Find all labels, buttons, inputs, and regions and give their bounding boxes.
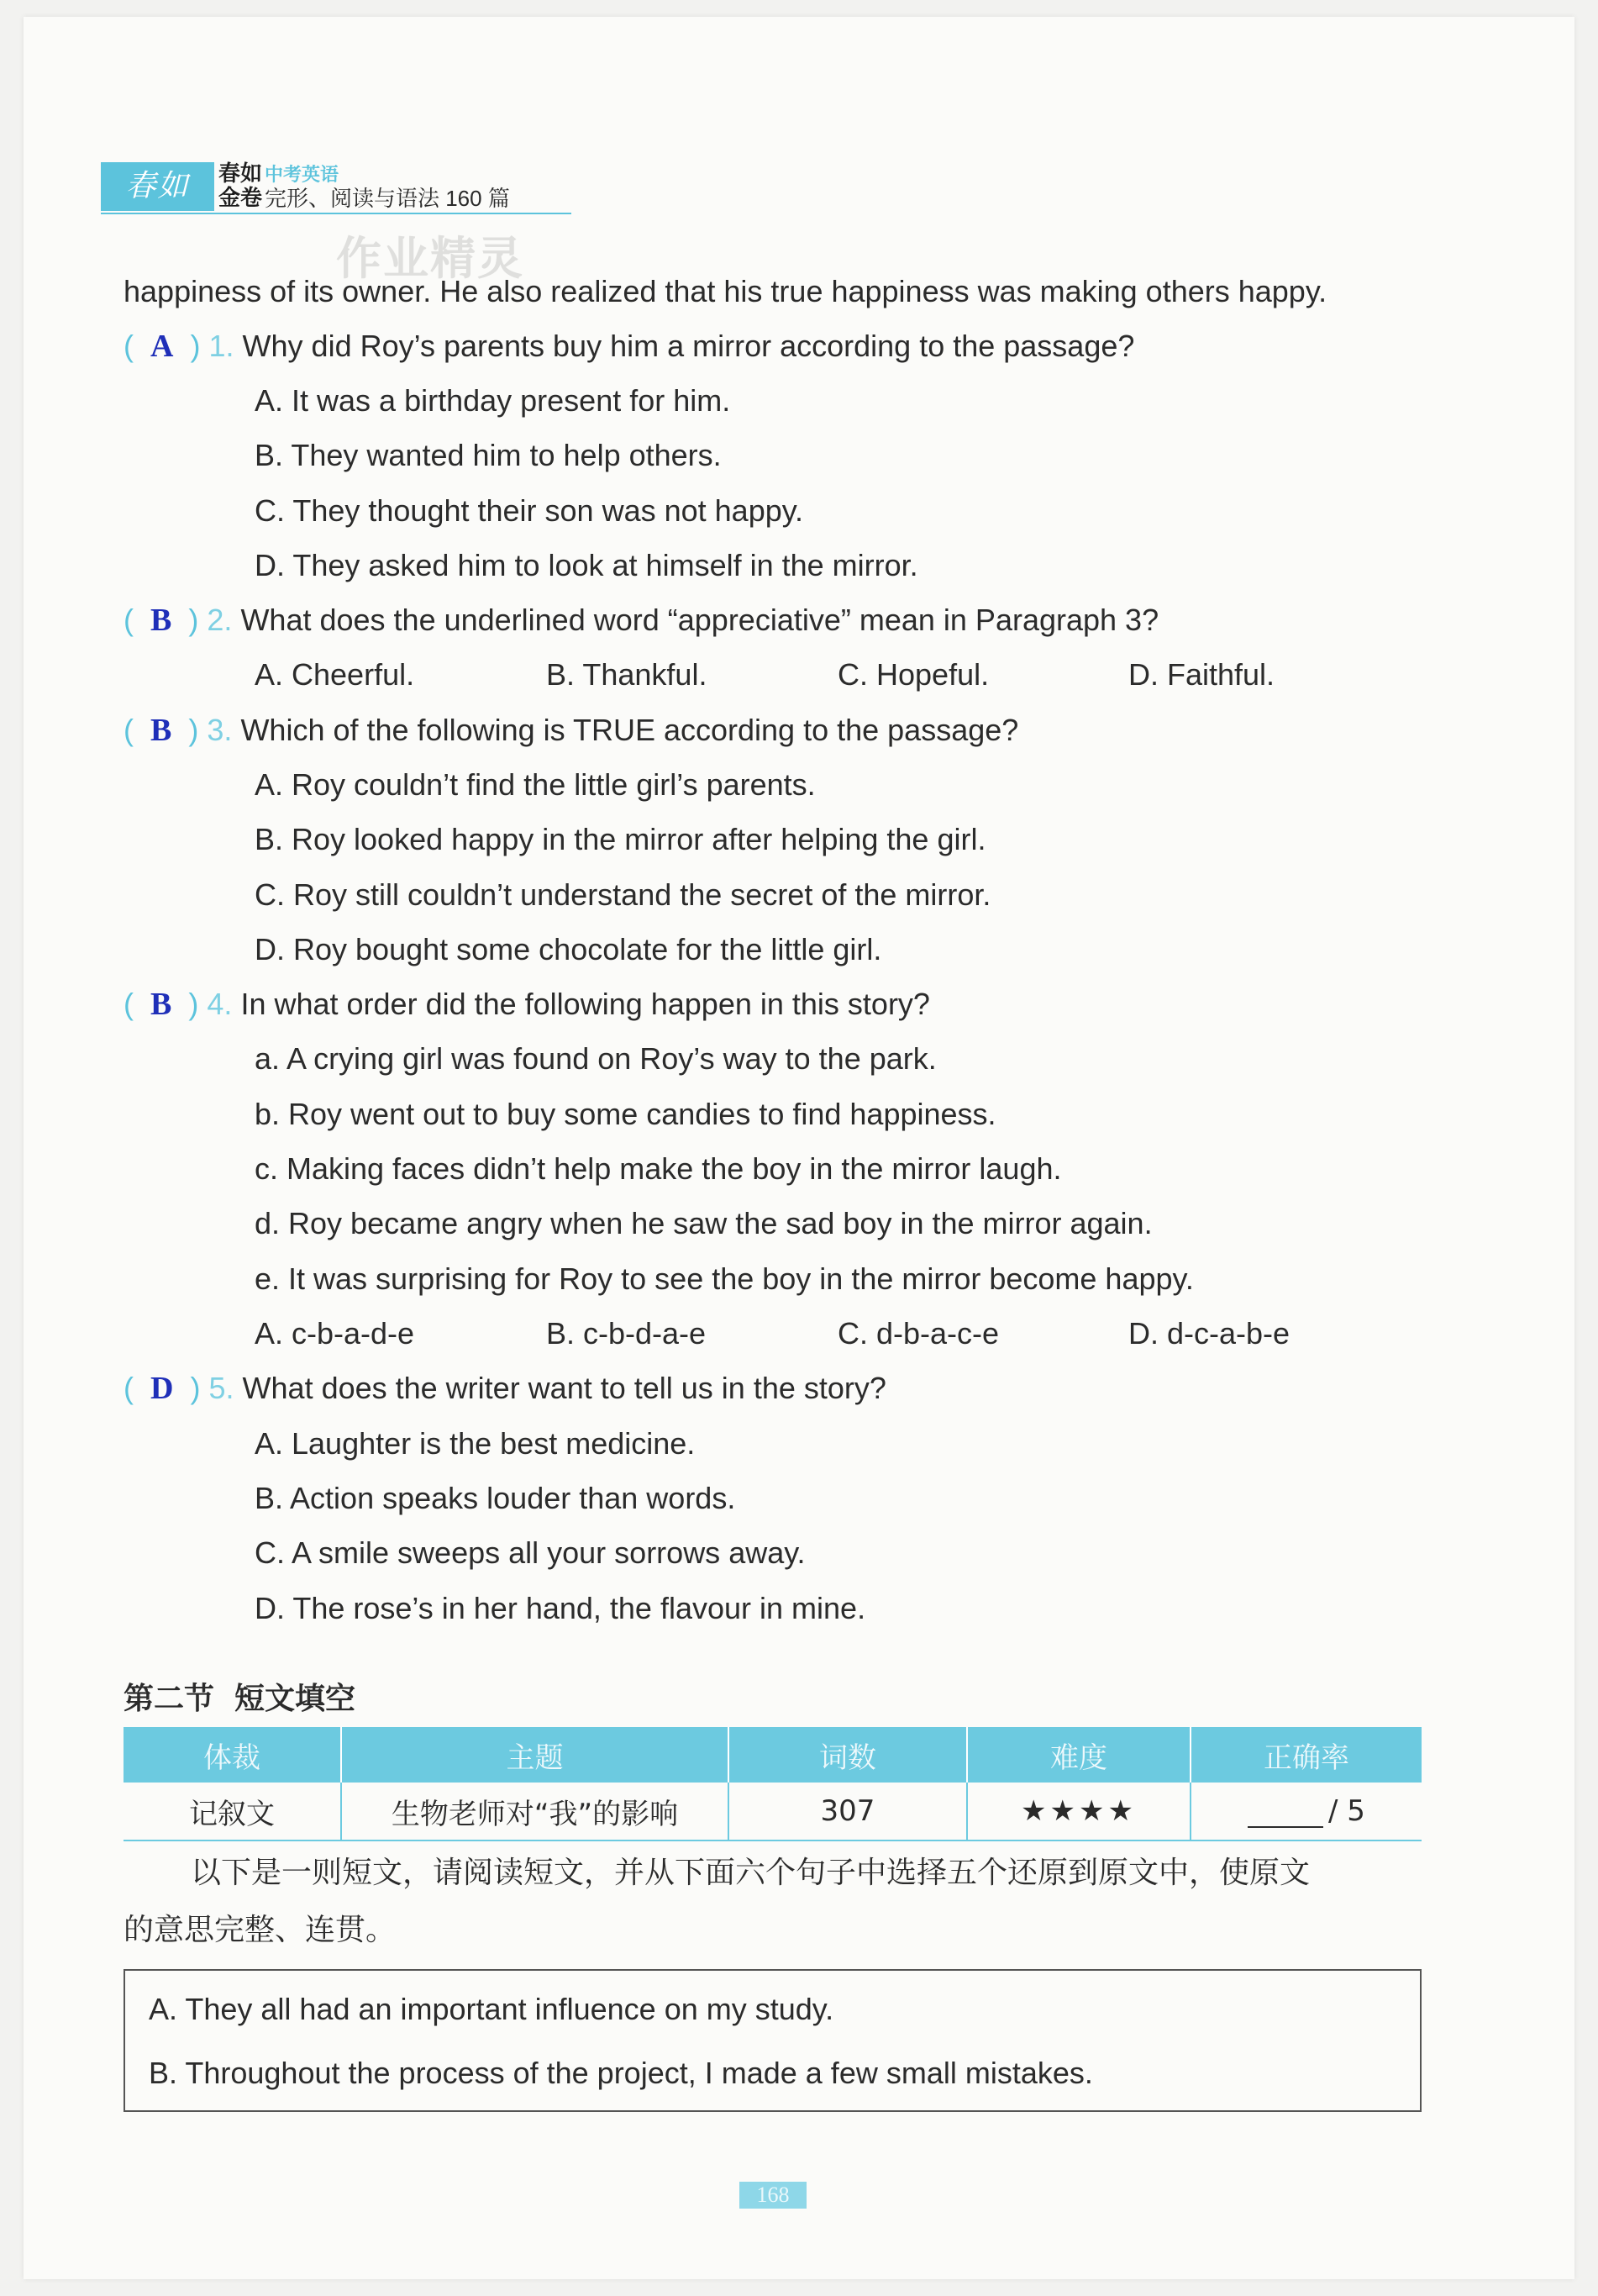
page-number: 168 — [739, 2182, 807, 2209]
instruction-line-1: 以下是一则短文，请阅读短文，并从下面六个句子中选择五个还原到原文中，使原文 — [191, 1856, 1311, 1890]
q2-option-b: B. Thankful. — [546, 657, 707, 692]
sentence-option-b: B. Throughout the process of the project, I made a few small mistakes. — [149, 2056, 1093, 2090]
q4-event-e: e. It was surprising for Roy to see the boy in the mirror become happy. — [255, 1261, 1194, 1296]
q1-option-d: D. They asked him to look at himself in the mirror. — [255, 548, 918, 582]
q4-option-a: A. c-b-a-d-e — [255, 1316, 415, 1351]
section-title: 短文填空 — [234, 1682, 356, 1716]
instruction-line-2: 的意思完整、连贯。 — [124, 1913, 397, 1947]
sentence-option-a: A. They all had an important influence on my study. — [149, 1992, 834, 2026]
question-1: ( A ) 1. Why did Roy’s parents buy him a mirror according to the passage? — [124, 329, 1135, 364]
cell-words: 307 — [728, 1783, 967, 1840]
answer-3: B — [150, 713, 172, 748]
q3-option-b: B. Roy looked happy in the mirror after helping the girl. — [255, 822, 986, 856]
question-4: ( B ) 4. In what order did the following happen in this story? — [124, 987, 930, 1022]
q1-option-a: A. It was a birthday present for him. — [255, 383, 731, 418]
section-heading — [124, 1675, 355, 1718]
brand-name: 春如 金卷 — [218, 161, 263, 211]
question-3: ( B ) 3. Which of the following is TRUE according to the passage? — [124, 713, 1019, 748]
answer-2: B — [150, 603, 172, 638]
q4-event-c: c. Making faces didn’t help make the boy in the mirror laugh. — [255, 1151, 1062, 1186]
q4-event-b: b. Roy went out to buy some candies to find happiness. — [255, 1097, 996, 1131]
q2-option-c: C. Hopeful. — [838, 657, 990, 692]
header-genre: 体裁 — [124, 1727, 341, 1783]
header-rule — [101, 213, 571, 214]
header-theme: 主题 — [341, 1727, 728, 1783]
q4-option-b: B. c-b-d-a-e — [546, 1316, 707, 1351]
q5-option-d: D. The rose’s in her hand, the flavour in mine. — [255, 1591, 866, 1625]
answer-1: A — [150, 329, 174, 364]
logo: 春如 — [101, 162, 214, 211]
cell-difficulty: ★★★★ — [967, 1783, 1191, 1840]
passage-ending: happiness of its owner. He also realized that his true happiness was making others happy. — [124, 274, 1327, 308]
cell-genre: 记叙文 — [124, 1783, 341, 1840]
header-difficulty: 难度 — [967, 1727, 1191, 1783]
answer-5: D — [150, 1371, 174, 1406]
book-title: 完形、阅读与语法 160 篇 — [265, 186, 510, 211]
q2-option-d: D. Faithful. — [1128, 657, 1275, 692]
info-table — [124, 1727, 1422, 1841]
q3-option-d: D. Roy bought some chocolate for the little girl. — [255, 932, 882, 966]
section-number: 第二节 — [124, 1682, 215, 1716]
q4-event-d: d. Roy became angry when he saw the sad boy in the mirror again. — [255, 1206, 1153, 1240]
header-words: 词数 — [728, 1727, 967, 1783]
question-2: ( B ) 2. What does the underlined word “appreciative” mean in Paragraph 3? — [124, 603, 1159, 638]
book-header — [101, 147, 571, 214]
sentence-options-box — [124, 1969, 1422, 2112]
q3-option-a: A. Roy couldn’t find the little girl’s parents. — [255, 767, 816, 802]
q1-option-c: C. They thought their son was not happy. — [255, 493, 804, 528]
q1-option-b: B. They wanted him to help others. — [255, 438, 722, 472]
cell-accuracy: / 5 — [1191, 1783, 1422, 1840]
header-accuracy: 正确率 — [1191, 1727, 1422, 1783]
series-label: 中考英语 — [265, 164, 339, 185]
q4-option-c: C. d-b-a-c-e — [838, 1316, 1000, 1351]
q4-event-a: a. A crying girl was found on Roy’s way to the park. — [255, 1041, 937, 1076]
q5-option-b: B. Action speaks louder than words. — [255, 1481, 736, 1515]
q4-option-d: D. d-c-a-b-e — [1128, 1316, 1290, 1351]
q2-option-a: A. Cheerful. — [255, 657, 415, 692]
q5-option-a: A. Laughter is the best medicine. — [255, 1426, 696, 1461]
answer-4: B — [150, 987, 172, 1022]
q5-option-c: C. A smile sweeps all your sorrows away. — [255, 1535, 806, 1570]
question-5: ( D ) 5. What does the writer want to tell us in the story? — [124, 1371, 886, 1406]
score-blank — [1248, 1801, 1323, 1828]
cell-theme: 生物老师对“我”的影响 — [341, 1783, 728, 1840]
watermark: 作业精灵 — [336, 234, 524, 284]
q3-option-c: C. Roy still couldn’t understand the secret of the mirror. — [255, 877, 991, 912]
